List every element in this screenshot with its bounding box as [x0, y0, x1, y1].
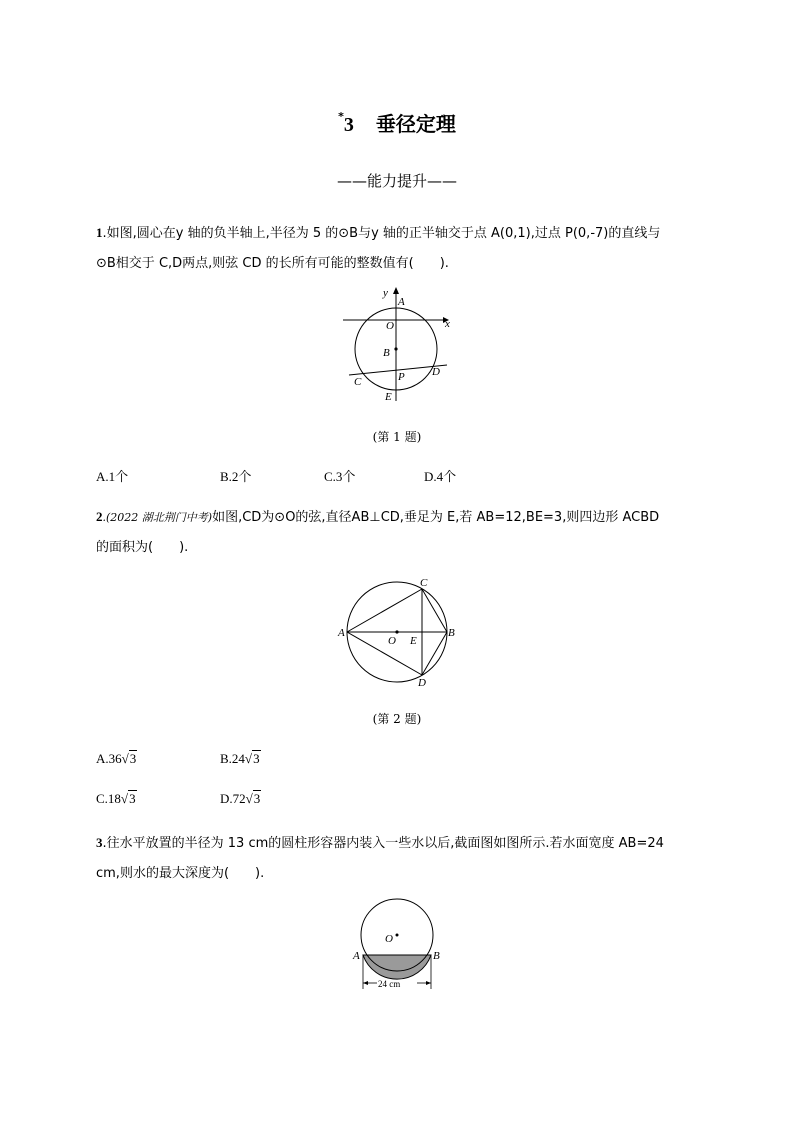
question-1-option-d[interactable]: D.4个	[424, 469, 457, 484]
label-o: O	[385, 933, 393, 945]
question-2-line2: 的面积为( ).	[96, 540, 189, 555]
label-p: P	[398, 371, 405, 383]
center-o-dot	[396, 934, 399, 937]
question-1-option-b[interactable]: B.2个	[220, 469, 252, 484]
dimension-arrow-left	[363, 981, 368, 985]
label-a: A	[353, 950, 360, 962]
question-2-option-b[interactable]: B.24√3	[220, 751, 260, 766]
water-segment	[363, 955, 431, 979]
question-2-option-d[interactable]: D.72√3	[220, 791, 261, 806]
question-1-caption: (第 1 题)	[372, 430, 422, 444]
label-c: C	[354, 376, 362, 388]
label-width: 24 cm	[378, 979, 401, 989]
question-2-line1: 如图,CD为⊙O的弦,直径AB⊥CD,垂足为 E,若 AB=12,BE=3,则四边形 ACBD	[212, 510, 660, 525]
label-y: y	[383, 287, 388, 299]
question-2-option-c[interactable]: C.18√3	[96, 791, 136, 806]
label-o: O	[386, 320, 394, 332]
title-star: *	[338, 110, 344, 123]
question-3-number: 3	[96, 835, 103, 850]
label-b: B	[448, 627, 455, 639]
question-2-caption: (第 2 题)	[372, 712, 422, 726]
label-e: E	[410, 635, 417, 647]
label-a: A	[398, 296, 405, 308]
dimension-arrow-right	[426, 981, 431, 985]
question-1-figure	[335, 283, 465, 408]
center-o-dot	[395, 630, 398, 633]
label-b: B	[383, 347, 390, 359]
question-3-figure	[345, 895, 455, 995]
question-2-source: .(2022 湖北荆门中考)	[102, 511, 213, 524]
label-o: O	[388, 635, 396, 647]
page-title	[0, 108, 794, 137]
center-b-dot	[394, 347, 397, 350]
section-subtitle: ——能力提升——	[336, 172, 457, 190]
question-3-line2: cm,则水的最大深度为( ).	[96, 866, 265, 881]
question-3-line1: .往水平放置的半径为 13 cm的圆柱形容器内装入一些水以后,截面图如图所示.若水面宽度 AB=24	[102, 836, 664, 851]
question-2-figure	[335, 574, 465, 692]
label-e: E	[385, 391, 392, 403]
question-1-line1: .如图,圆心在y 轴的负半轴上,半径为 5 的⊙B与y 轴的正半轴交于点 A(0,1),过点 P(0,-7)的直线与	[102, 226, 661, 241]
question-1-option-c[interactable]: C.3个	[324, 469, 356, 484]
question-1-line2: ⊙B相交于 C,D两点,则弦 CD 的长所有可能的整数值有( ).	[96, 256, 449, 271]
question-3	[96, 828, 696, 889]
label-x: x	[445, 318, 450, 330]
label-d: D	[418, 677, 426, 689]
title-text: 垂径定理	[375, 112, 456, 136]
title-number: 3	[343, 114, 354, 136]
label-c: C	[420, 577, 428, 589]
label-d: D	[432, 366, 440, 378]
question-1-number: 1	[96, 225, 103, 240]
y-axis-arrow	[393, 287, 399, 294]
question-2	[96, 502, 696, 563]
question-1-option-a[interactable]: A.1个	[96, 469, 129, 484]
question-2-number: 2	[96, 509, 103, 524]
label-b: B	[433, 950, 440, 962]
question-1	[96, 218, 696, 279]
label-a: A	[338, 627, 345, 639]
question-2-option-a[interactable]: A.36√3	[96, 751, 137, 766]
